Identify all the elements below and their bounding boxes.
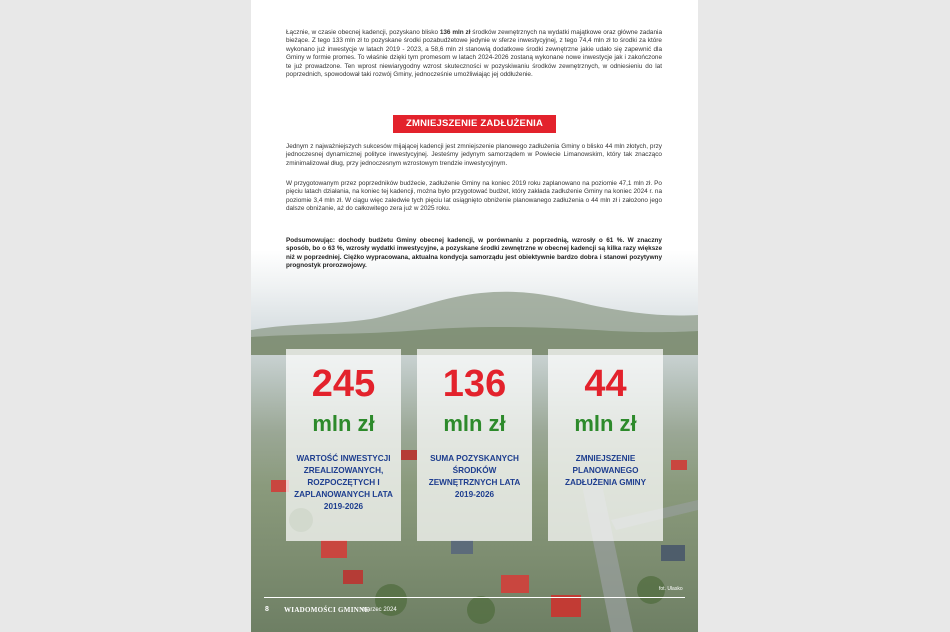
stat-description: WARTOŚĆ INWESTYCJI ZREALIZOWANYCH, ROZPOCZĘTYCH I ZAPLANOWANYCH LATA 2019-2026 bbox=[294, 454, 393, 511]
stat-unit: mln zł bbox=[574, 411, 637, 436]
magazine-title: WIADOMOŚCI GMINNE bbox=[284, 606, 370, 614]
stat-card-external-funds bbox=[417, 349, 532, 541]
paragraph-debt-success: Jednym z najważniejszych sukcesów mijającej kadencji jest zmniejszenie planowego zadłużenia Gminy o blisko 44 mln złotych, przy jednoczesnej dynamicznej polityce inwestycyjnej. Jesteśmy jedynym samorządem w Powiecie Limanowskim, który tak znacząco zminimalizował dług, przy jednoczesnym wzrostowym trendzie inwestycyjnym. bbox=[286, 143, 662, 167]
issue-date: marzec 2024 bbox=[362, 607, 397, 613]
paragraph-summary: Podsumowując: dochody budżetu Gminy obecnej kadencji, w porównaniu z poprzednią, wzrosły o 61 %. W znaczny sposób, bo o 63 %, wzrosły wydatki inwestycyjne, a pozyskane środki zewnętrzne w obecnej kadencji są kilka razy większe niż w poprzedniej. Ciężko wypracowana, aktualna kondycja samorządu jest obiektywnie bardzo dobra i stanowi pozytywny prognostyk prorozwojowy. bbox=[286, 237, 662, 270]
paragraph-external-funds: Łącznie, w czasie obecnej kadencji, pozyskano blisko 136 mln zł środków zewnętrznych na wydatki majątkowe oraz główne zadania bieżące. Z tego 133 mln zł to pozyskane środki pozabudżetowe jedynie w sferze inwestycyjnej, z tego 74,4 mln zł to środki za które wykonano już inwestycje w latach 2019 - 2023, a 58,6 mln zł stanowią dodatkowe środki zewnętrzne jakie udało się zapewnić dla Gminy w formie promes. To właśnie dzięki tym promesom w latach 2024-2026 zostaną wykonane nowe inwestycje jak i zakończone te już prowadzone. Ten wprost niewiarygodny wzrost skuteczności w pozyskiwaniu środków zewnętrznych, w odniesieniu do lat poprzednich, spowodował taki rozwój Gminy, jednocześnie umożliwiając jej oddłużenie. bbox=[286, 29, 663, 79]
stat-description: SUMA POZYSKANYCH ŚRODKÓW ZEWNĘTRZNYCH LATA 2019-2026 bbox=[428, 454, 521, 499]
stat-number: 44 bbox=[584, 363, 627, 405]
page-number: 8 bbox=[265, 606, 269, 613]
magazine-page bbox=[251, 0, 698, 632]
stat-number: 245 bbox=[311, 363, 376, 405]
stat-card-investments bbox=[286, 349, 401, 541]
stat-description: ZMNIEJSZENIE PLANOWANEGO ZADŁUŻENIA GMINY bbox=[564, 454, 647, 487]
stat-number: 136 bbox=[442, 363, 507, 405]
stat-unit: mln zł bbox=[312, 411, 375, 436]
photo-credit: fot. Ulasko bbox=[659, 586, 683, 592]
section-heading-debt-reduction: ZMNIEJSZENIE ZADŁUŻENIA bbox=[393, 115, 556, 133]
footer-divider bbox=[264, 597, 685, 598]
stat-card-debt-reduction bbox=[548, 349, 663, 541]
stat-unit: mln zł bbox=[443, 411, 506, 436]
paragraph-debt-figures: W przygotowanym przez poprzedników budżecie, zadłużenie Gminy na koniec 2019 roku zaplanowano na poziomie 47,1 mln zł. Po pięciu latach działania, na koniec tej kadencji, można było przygotować budżet, który zakłada zadłużenie Gminy na koniec 2024 r. na poziomie 3,4 mln zł. W ciągu więc zaledwie tych pięciu lat osiągnięto obniżenie planowanego zadłużenia o 44 mln zł i założono jego dalsze obniżanie, aż do całkowitego zera już w 2025 roku. bbox=[286, 180, 662, 213]
